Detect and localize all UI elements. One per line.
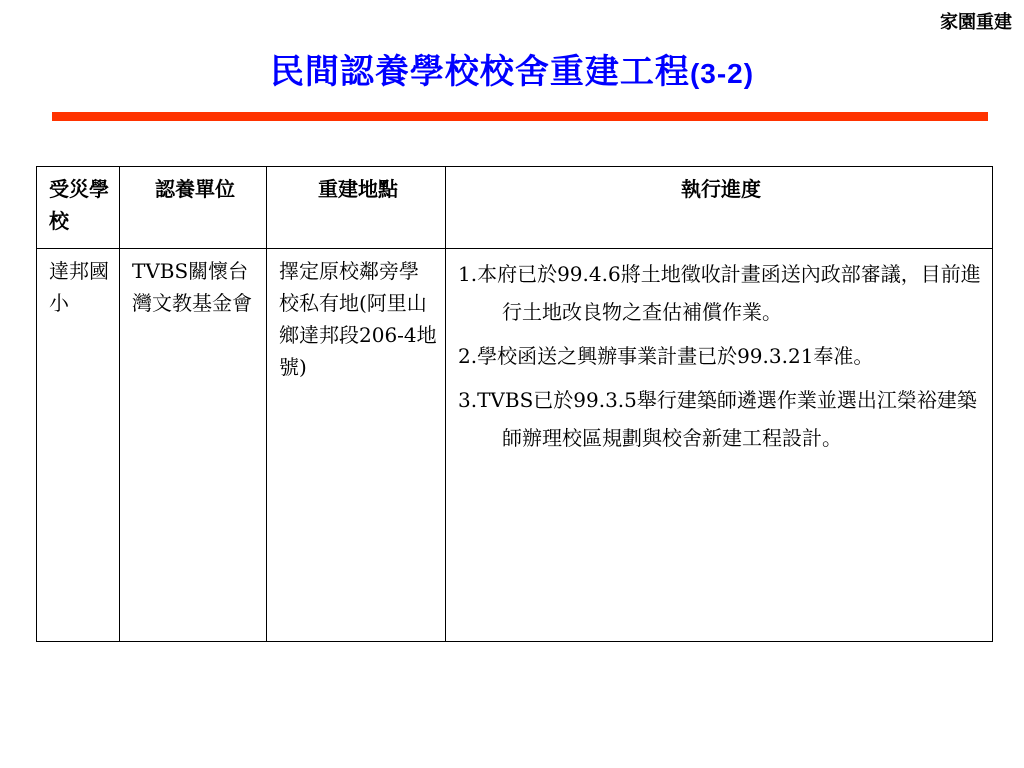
cell-school: 達邦國小 bbox=[37, 249, 120, 642]
section-tag: 家園重建 bbox=[940, 12, 1012, 33]
slide-title-main: 民間認養學校校舍重建工程 bbox=[269, 52, 690, 92]
slide-title bbox=[0, 44, 1024, 93]
header-school: 受災學校 bbox=[37, 167, 120, 249]
progress-table bbox=[36, 166, 993, 642]
table-row bbox=[37, 249, 993, 642]
progress-item-2: 2.學校函送之興辦事業計畫已於99.3.21奉准。 bbox=[458, 344, 874, 368]
cell-site: 擇定原校鄰旁學校私有地(阿里山鄉達邦段206-4地號) bbox=[267, 249, 446, 642]
title-divider bbox=[52, 112, 988, 121]
cell-progress bbox=[446, 249, 993, 642]
table-header bbox=[37, 167, 993, 249]
cell-unit: TVBS關懷台灣文教基金會 bbox=[120, 249, 267, 642]
progress-list bbox=[458, 255, 984, 457]
header-unit: 認養單位 bbox=[120, 167, 267, 249]
progress-item-1: 1.本府已於99.4.6將土地徵收計畫函送內政部審議，目前進行土地改良物之查估補償作業。 bbox=[458, 262, 981, 324]
table-body bbox=[37, 249, 993, 642]
progress-item-3: 3.TVBS已於99.3.5舉行建築師遴選作業並選出江榮裕建築師辦理校區規劃與校舍新建工程設計。 bbox=[458, 388, 977, 450]
slide-title-suffix: (3-2) bbox=[689, 58, 755, 89]
header-progress: 執行進度 bbox=[446, 167, 993, 249]
header-site: 重建地點 bbox=[267, 167, 446, 249]
table-header-row bbox=[37, 167, 993, 249]
